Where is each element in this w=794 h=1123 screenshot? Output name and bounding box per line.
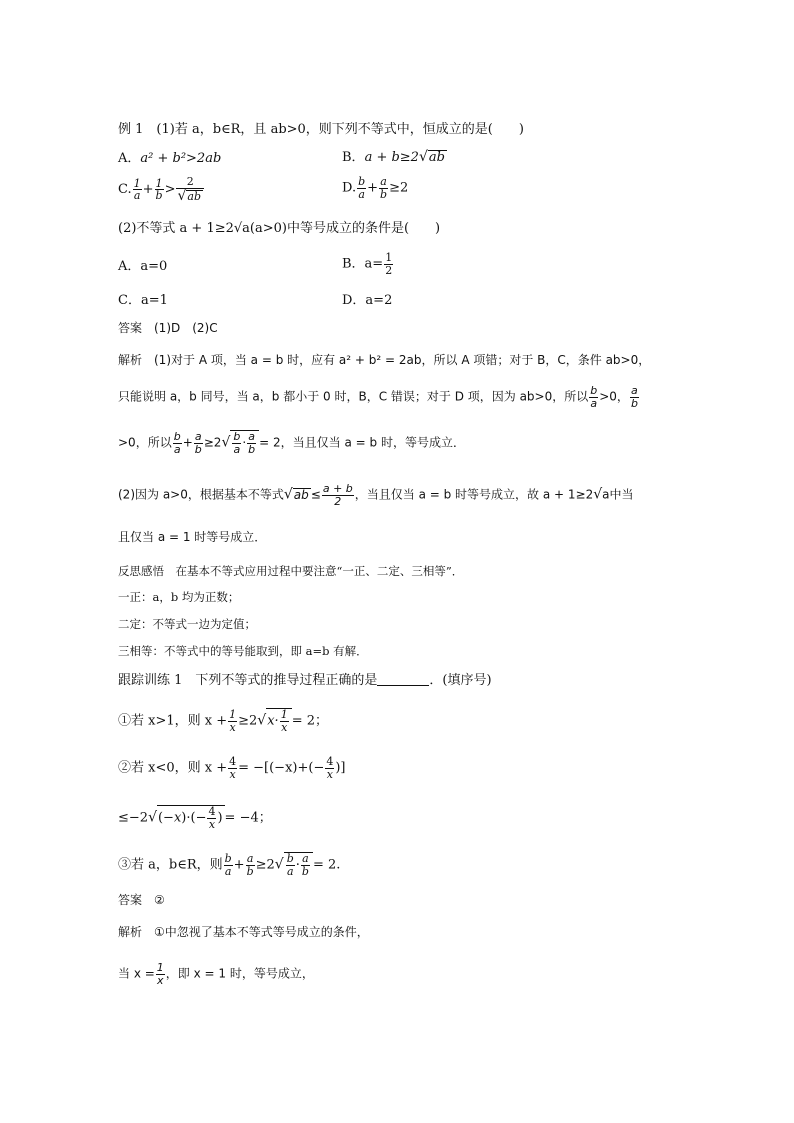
- option-b: B．a + b≥2√ab: [342, 149, 445, 165]
- example-question-2: (2)不等式 a + 1≥2√a(a>0)中等号成立的条件是( ): [118, 221, 441, 236]
- reflection-item-3: 三相等：不等式中的等号能取到，即 a=b 有解．: [118, 644, 368, 658]
- q2-option-a: A．a=0: [118, 259, 168, 274]
- practice-item-2b: ≤−2√(−x)·(− $\frac{4}{x}$ ) = −4；: [118, 805, 272, 831]
- example-question-1: 例 1 (1)若 a，b∈R，且 ab>0，则下列不等式中，恒成立的是( ): [118, 122, 524, 137]
- option-a: A．a² + b²>2ab: [118, 151, 222, 166]
- analysis-line-2: 只能说明 a，b 同号，当 a，b 都小于 0 时，B，C 错误；对于 D 项，因为 ab>0，所以 $\frac{b}{a}$ >0， $\frac{a}{b}$: [118, 384, 638, 410]
- practice-item-1: ①若 x>1，则 x + $\frac{1}{x}$ ≥2√x· $\frac{1}{x}$ = 2；: [118, 708, 328, 734]
- practice-analysis-2: 当 x = $\frac{1}{x}$ ，即 x = 1 时，等号成立，: [118, 961, 314, 987]
- analysis-line-4: (2)因为 a>0，根据基本不等式√ab ≤ $\frac{a + b}{2}$ ，当且仅当 a = b 时等号成立，故 a + 1≥2√a中当: [118, 482, 634, 508]
- analysis-line-1: 解析 (1)对于 A 项，当 a = b 时，应有 a² + b² = 2ab，所以 A 项错；对于 B，C，条件 ab>0，: [118, 353, 651, 367]
- q2-option-c: C．a=1: [118, 293, 168, 308]
- practice-analysis-1: 解析 ①中忽视了基本不等式等号成立的条件，: [118, 925, 369, 939]
- analysis-line-5: 且仅当 a = 1 时等号成立．: [118, 530, 267, 544]
- reflection-item-1: 一正：a，b 均为正数；: [118, 590, 240, 604]
- reflection-title: 反思感悟 在基本不等式应用过程中要注意“一正、二定、三相等”．: [118, 564, 464, 578]
- q2-option-b: B．a= $\frac{1}{2}$: [342, 251, 393, 277]
- practice-item-2: ②若 x<0，则 x + $\frac{4}{x}$ = −[(−x)+(− $\frac{4}{x}$ )]: [118, 755, 346, 781]
- option-d: D. $\frac{b}{a}$ + $\frac{a}{b}$ ≥2: [342, 175, 409, 201]
- q2-option-d: D．a=2: [342, 293, 393, 308]
- practice-answer: 答案 ②: [118, 893, 165, 907]
- reflection-item-2: 二定：不等式一边为定值；: [118, 617, 256, 631]
- analysis-line-3: >0，所以 $\frac{b}{a}$ + $\frac{a}{b}$ ≥2√ $\frac{b}{a}$ · $\frac{a}{b}$ = 2，当且仅当 a = b 时，等号成立．: [118, 430, 465, 456]
- practice-title: 跟踪训练 1 下列不等式的推导过程正确的是 ．(填序号): [118, 673, 492, 688]
- example-answer: 答案 (1)D (2)C: [118, 321, 218, 335]
- answer-blank[interactable]: [377, 673, 429, 686]
- practice-item-3: ③若 a，b∈R，则 $\frac{b}{a}$ + $\frac{a}{b}$ ≥2√ $\frac{b}{a}$ · $\frac{a}{b}$ = 2.: [118, 852, 341, 878]
- option-c: C. $\frac{1}{a}$ + $\frac{1}{b}$ > $\frac{2}{√ab}$: [118, 176, 205, 203]
